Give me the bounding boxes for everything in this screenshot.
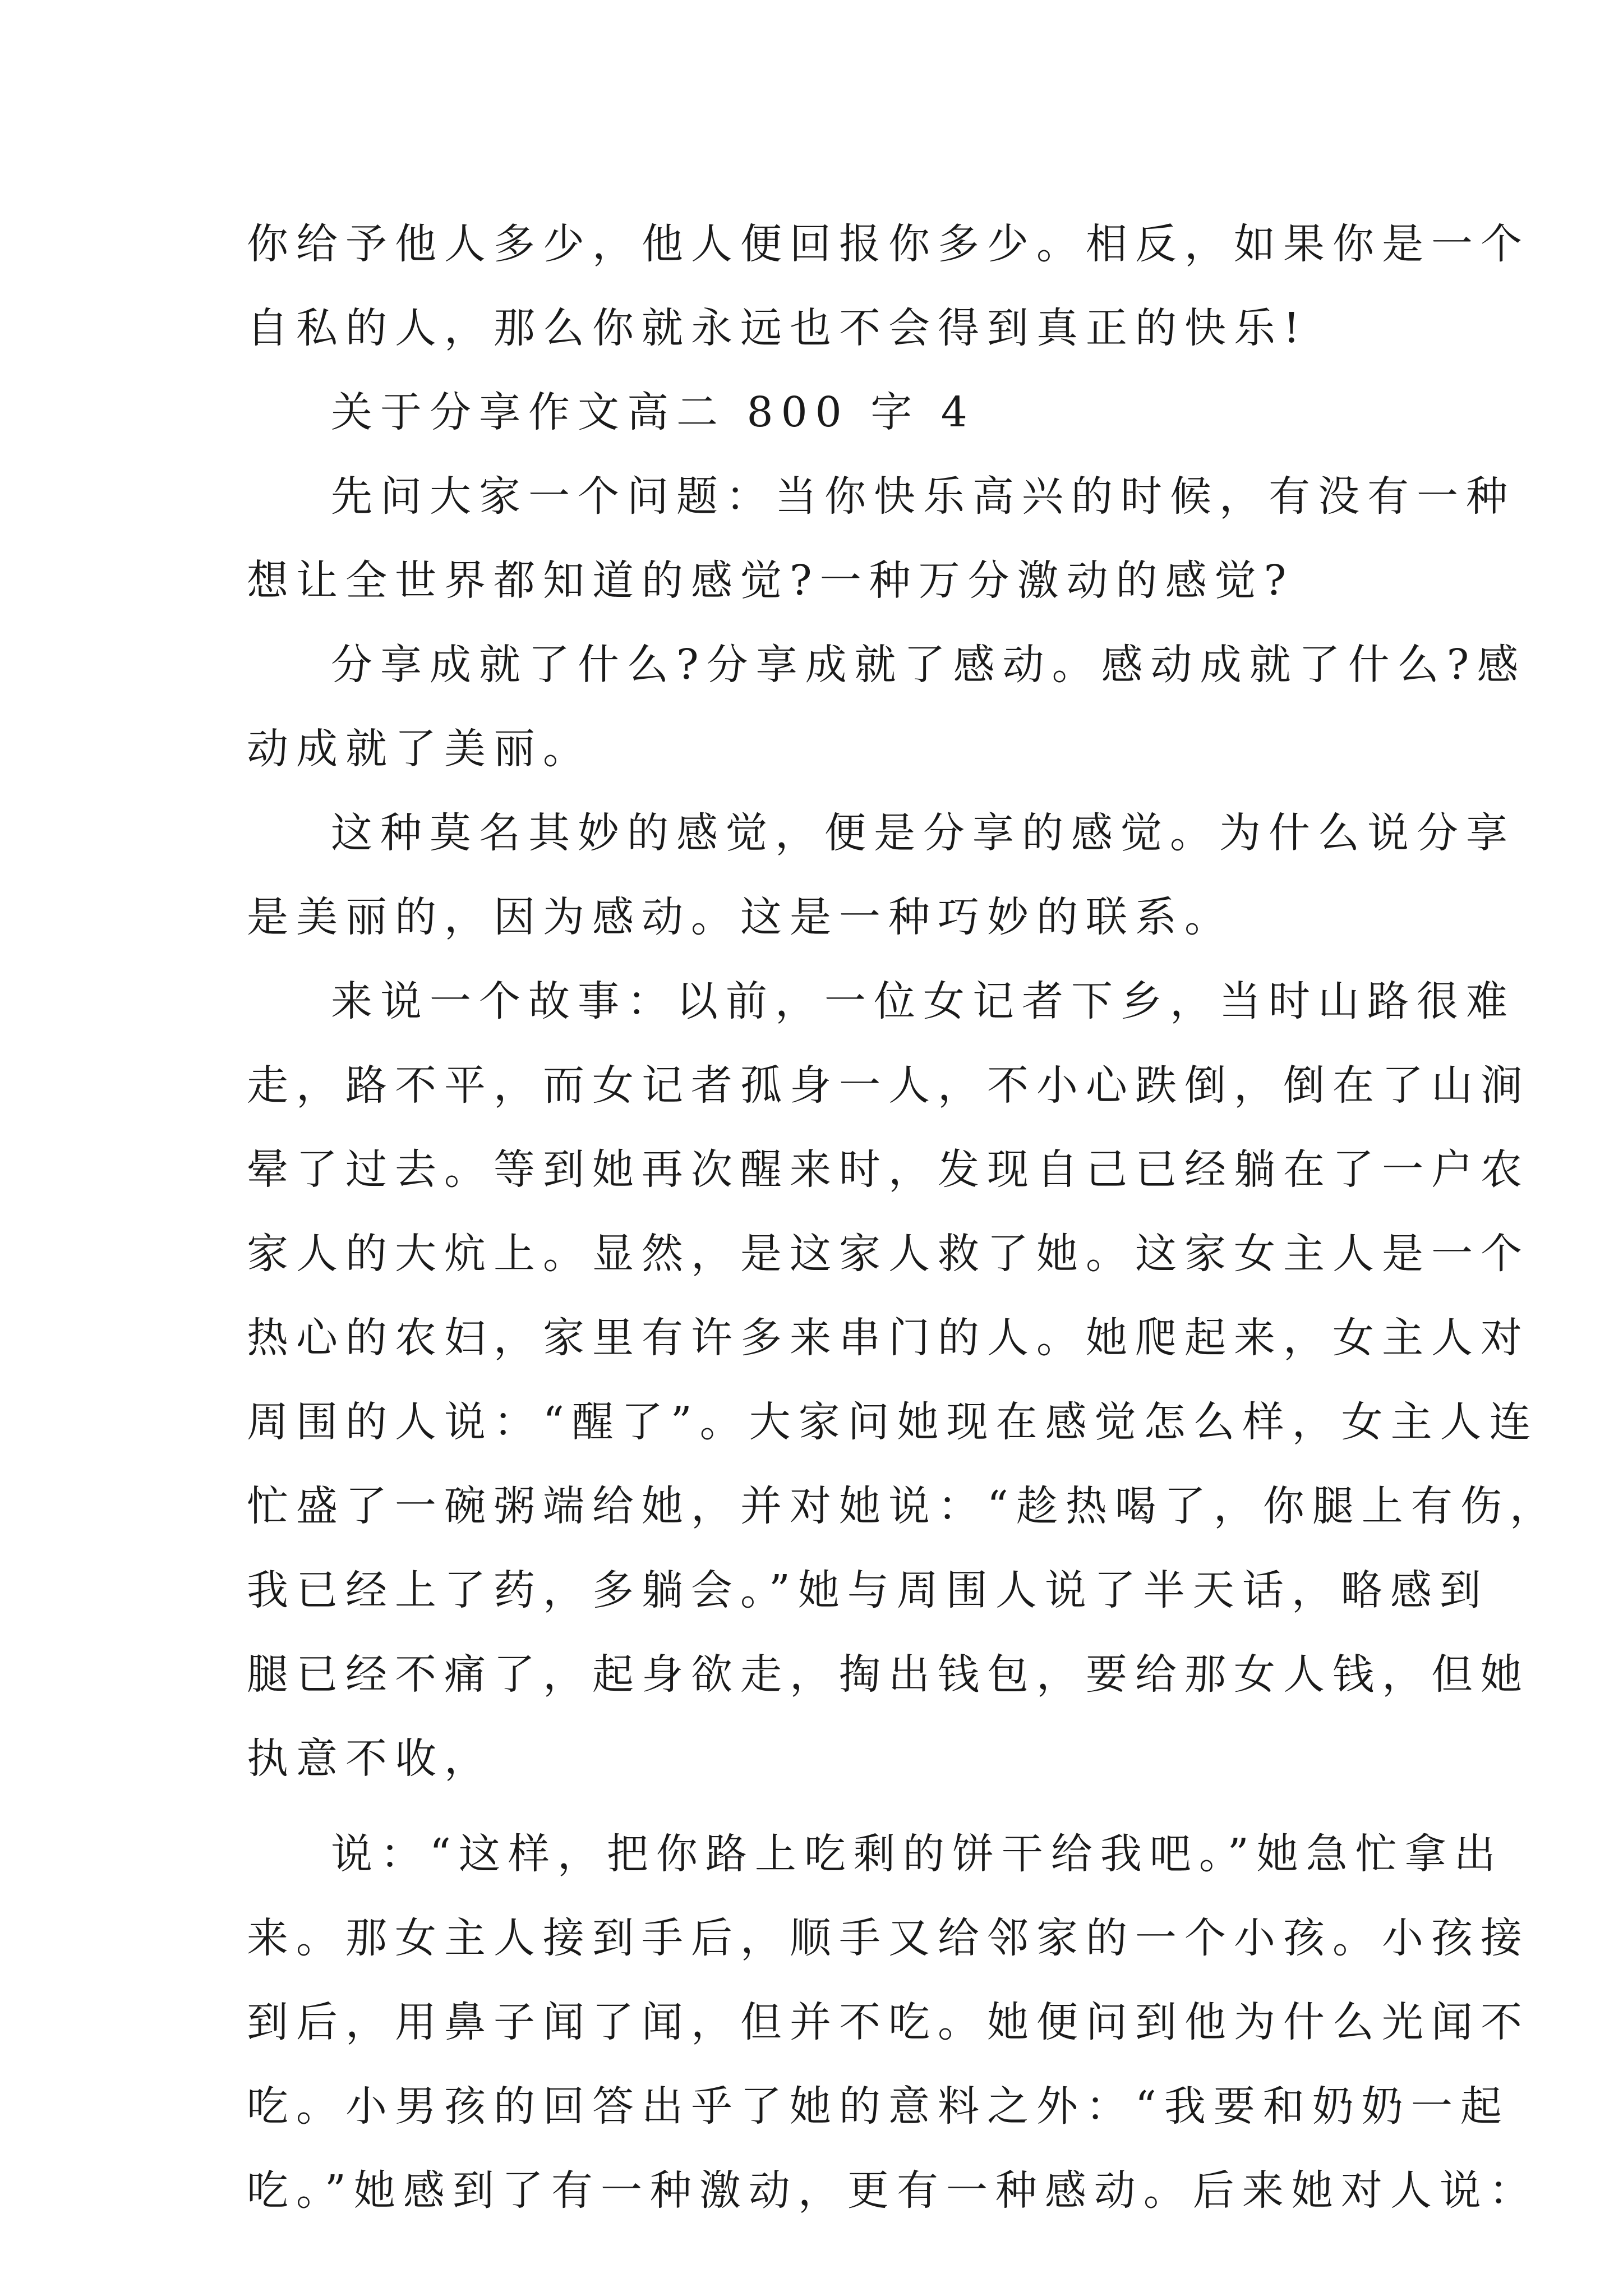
text-line-1: 你给予他人多少，他人便回报你多少。相反，如果你是一个 bbox=[247, 220, 1530, 268]
text-line-21: 来。那女主人接到手后，顺手又给邻家的一个小孩。小孩接 bbox=[247, 1914, 1530, 1962]
text-line-15: 周围的人说：“醒了”。大家问她现在感觉怎么样，女主人连 bbox=[247, 1398, 1539, 1446]
text-line-17: 我已经上了药，多躺会。”她与周围人说了半天话，略感到 bbox=[247, 1566, 1489, 1614]
text-line-14: 热心的农妇，家里有许多来串门的人。她爬起来，女主人对 bbox=[247, 1314, 1530, 1362]
text-line-9: 是美丽的，因为感动。这是一种巧妙的联系。 bbox=[247, 893, 1234, 941]
text-line-12: 晕了过去。等到她再次醒来时，发现自己已经躺在了一户农 bbox=[247, 1145, 1530, 1194]
section-heading: 关于分享作文高二 800 字 4 bbox=[331, 388, 975, 436]
text-line-7: 动成就了美丽。 bbox=[247, 725, 592, 773]
text-line-2: 自私的人，那么你就永远也不会得到真正的快乐! bbox=[247, 304, 1308, 352]
text-line-23: 吃。小男孩的回答出乎了她的意料之外：“我要和奶奶一起 bbox=[247, 2082, 1510, 2131]
text-line-10: 来说一个故事：以前，一位女记者下乡，当时山路很难 bbox=[331, 977, 1515, 1025]
text-line-18: 腿已经不痛了，起身欲走，掏出钱包，要给那女人钱，但她 bbox=[247, 1650, 1530, 1699]
text-line-19: 执意不收， bbox=[247, 1734, 494, 1783]
text-line-22: 到后，用鼻子闻了闻，但并不吃。她便问到他为什么光闻不 bbox=[247, 1998, 1530, 2046]
text-line-11: 走，路不平，而女记者孤身一人，不小心跌倒，倒在了山涧 bbox=[247, 1061, 1530, 1110]
text-line-20: 说：“这样，把你路上吃剩的饼干给我吧。”她急忙拿出 bbox=[331, 1830, 1504, 1878]
text-line-4: 先问大家一个问题：当你快乐高兴的时候，有没有一种 bbox=[331, 472, 1515, 521]
text-line-5: 想让全世界都知道的感觉?一种万分激动的感觉? bbox=[247, 556, 1294, 605]
text-line-6: 分享成就了什么?分享成就了感动。感动成就了什么?感 bbox=[331, 641, 1527, 689]
text-line-16: 忙盛了一碗粥端给她，并对她说：“趁热喝了，你腿上有伤， bbox=[247, 1482, 1559, 1530]
text-line-13: 家人的大炕上。显然，是这家人救了她。这家女主人是一个 bbox=[247, 1230, 1530, 1278]
text-line-8: 这种莫名其妙的感觉，便是分享的感觉。为什么说分享 bbox=[331, 809, 1515, 857]
text-line-24: 吃。”她感到了有一种激动，更有一种感动。后来她对人说： bbox=[247, 2166, 1538, 2215]
